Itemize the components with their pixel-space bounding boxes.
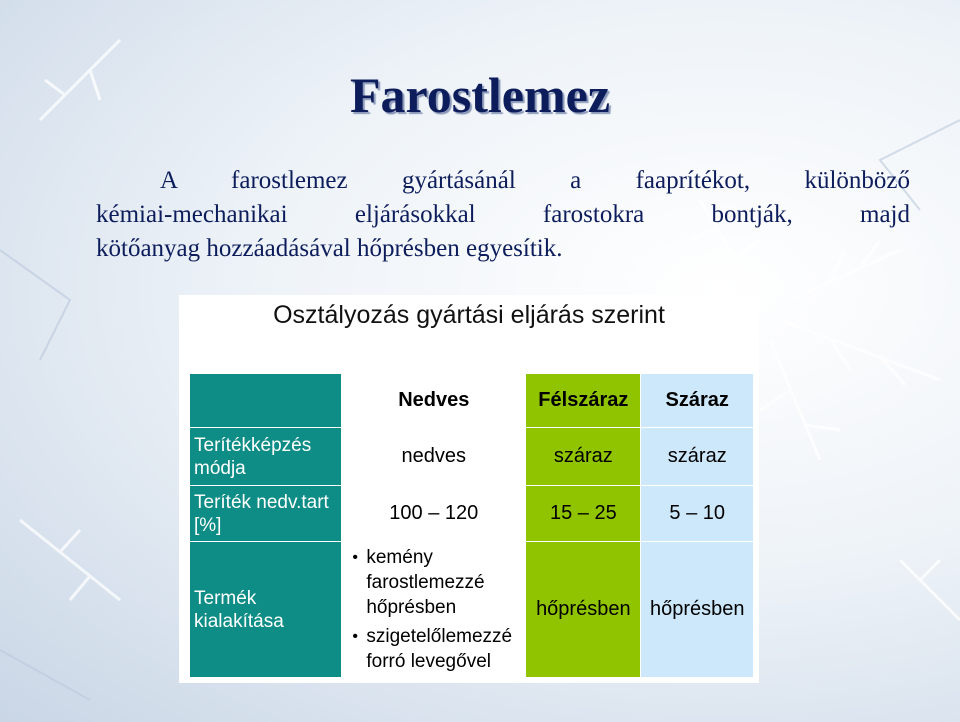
row-label: Termék kialakítása <box>190 542 342 678</box>
header-cell-felszaraz: Félszáraz <box>526 374 641 428</box>
table-header-row <box>190 374 754 428</box>
table-cell: hőprésben <box>641 542 754 678</box>
table-row <box>190 486 754 542</box>
table-cell: száraz <box>641 428 754 486</box>
table-cell: 5 – 10 <box>641 486 754 542</box>
bullet-item: • kemény farostlemezzé hőprésben <box>352 545 525 620</box>
classification-table <box>189 373 754 678</box>
header-cell-szaraz: Száraz <box>641 374 754 428</box>
table-cell: 100 – 120 <box>342 486 526 542</box>
table-cell-bullets <box>342 542 526 678</box>
header-cell-empty <box>190 374 342 428</box>
bullet-item: • szigetelőlemezzé forró levegővel <box>352 624 525 674</box>
row-label: Terítékképzés módja <box>190 428 342 486</box>
paragraph-line: A farostlemez gyártásánál a faaprítékot, különböző <box>160 167 910 194</box>
header-cell-nedves: Nedves <box>342 374 526 428</box>
intro-paragraph <box>96 164 910 266</box>
classification-panel <box>179 295 759 683</box>
table-cell: száraz <box>526 428 641 486</box>
slide-title: Farostlemez <box>349 67 611 123</box>
table-cell: nedves <box>342 428 526 486</box>
table-cell: hőprésben <box>526 542 641 678</box>
panel-title: Osztályozás gyártási eljárás szerint <box>273 301 665 329</box>
bullet-list <box>342 545 525 674</box>
row-label: Teríték nedv.tart [%] <box>190 486 342 542</box>
table-row <box>190 542 754 678</box>
table-row <box>190 428 754 486</box>
paragraph-line: kémiai-mechanikai eljárásokkal farostokra bontják, majd <box>96 201 910 228</box>
table-cell: 15 – 25 <box>526 486 641 542</box>
paragraph-line: kötőanyag hozzáadásával hőprésben egyesítik. <box>96 235 563 262</box>
